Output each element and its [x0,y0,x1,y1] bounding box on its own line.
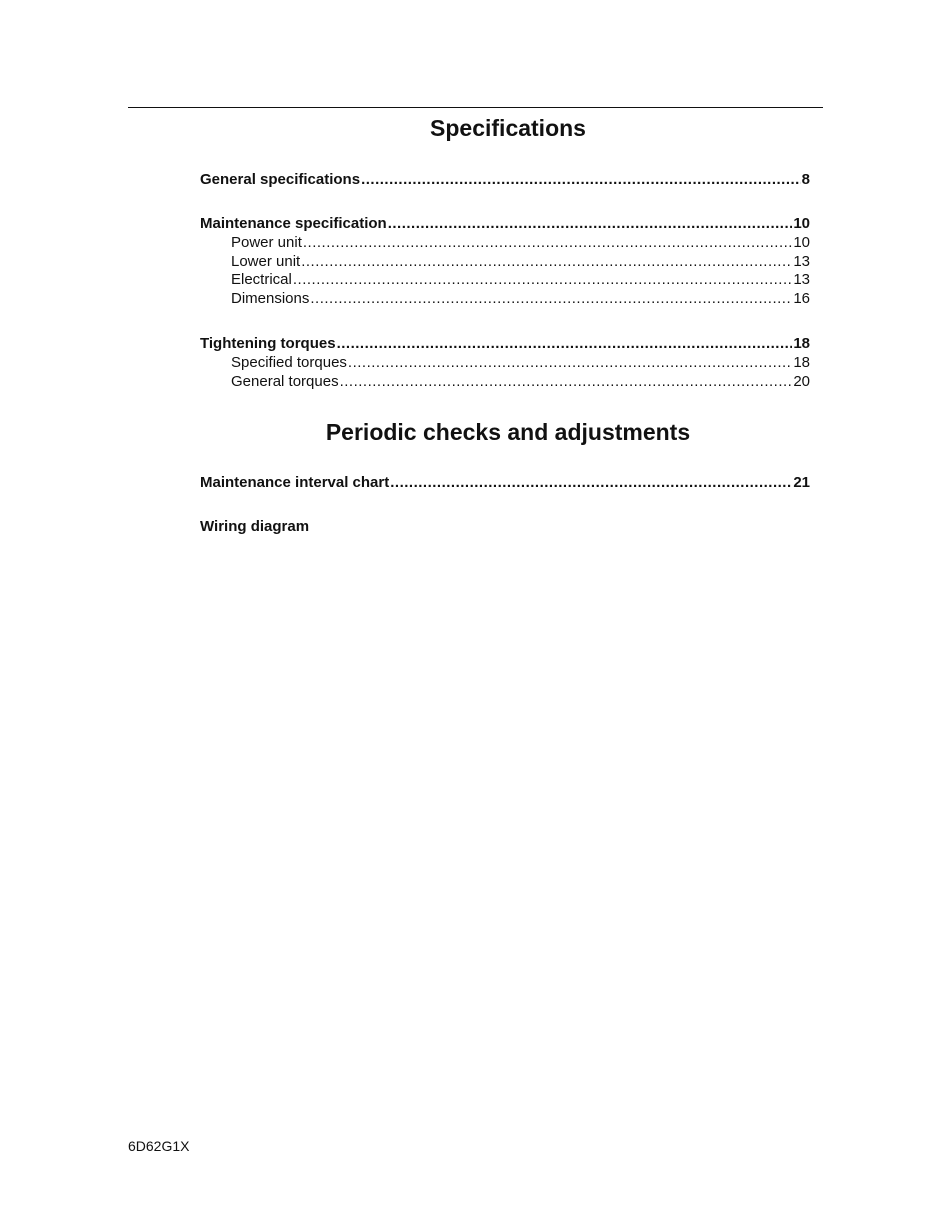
toc-entry-electrical[interactable] [200,271,810,290]
toc-group-maintenance [200,215,810,309]
toc-group-torques [200,335,810,391]
toc-group-interval-chart [200,474,810,493]
dot-leader [310,290,792,309]
dot-leader [301,253,792,272]
toc-page-number: 10 [793,233,810,251]
toc-label: General torques [231,372,339,390]
toc-entry-power-unit[interactable] [200,234,810,253]
toc-label: Power unit [231,233,302,251]
dot-leader [390,474,792,493]
dot-leader [388,215,793,234]
toc-entry-general-torques[interactable] [200,373,810,392]
toc-label: Maintenance interval chart [200,474,390,491]
dot-leader [303,234,792,253]
toc-label: Maintenance specification [200,215,387,232]
toc-label: General specifications [200,171,361,188]
section-title-periodic-checks: Periodic checks and adjustments [325,419,691,445]
toc-entry-wiring-diagram[interactable] [200,518,810,537]
toc-entry-specified-torques[interactable] [200,354,810,373]
toc-page-number: 13 [793,252,810,270]
toc-page-number: 16 [793,290,810,308]
toc-page-number: 20 [793,372,810,390]
toc-entry-tightening-torques[interactable] [200,335,810,354]
dot-leader [337,335,793,354]
section-title-specifications: Specifications [430,115,586,141]
toc-label: Specified torques [231,353,347,371]
toc-page-number: 8 [801,171,810,188]
top-rule [128,107,823,108]
toc-page-number: 13 [793,271,810,289]
dot-leader [340,373,793,392]
dot-leader [348,354,792,373]
dot-leader [293,271,792,290]
toc-page-number: 18 [793,353,810,371]
toc-page-number: 18 [793,335,810,352]
toc-label: Lower unit [231,252,301,270]
toc-label: Electrical [231,271,292,289]
toc-page-number: 10 [793,215,810,232]
document-code: 6D62G1X [128,1138,190,1154]
toc-entry-lower-unit[interactable] [200,253,810,272]
toc-label: Dimensions [231,290,310,308]
toc-group-wiring [200,518,810,537]
toc-label: Wiring diagram [200,518,310,535]
toc-entry-maintenance-specification[interactable] [200,215,810,234]
toc-entry-dimensions[interactable] [200,290,810,309]
toc-group-general [200,171,810,190]
toc-page-number: 21 [793,474,810,491]
toc-label: Tightening torques [200,335,336,352]
dot-leader [361,171,801,190]
toc-entry-general-specifications[interactable] [200,171,810,190]
toc-entry-maintenance-interval-chart[interactable] [200,474,810,493]
